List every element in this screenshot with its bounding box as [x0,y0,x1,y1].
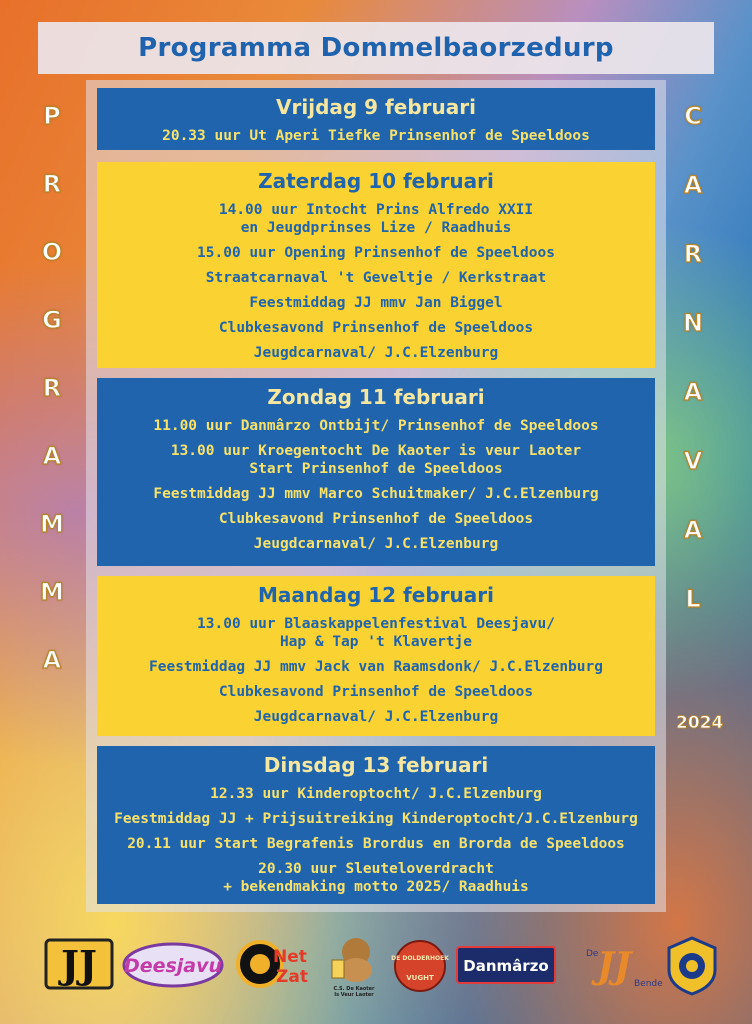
svg-text:Bende: Bende [634,979,663,989]
day-heading: Maandag 12 februari [258,583,494,607]
event-item [219,201,533,237]
event-line: Clubkesavond Prinsenhof de Speeldoos [218,320,534,336]
day-heading: Zaterdag 10 februari [258,169,494,193]
svg-text:Net: Net [273,947,307,967]
jj-logo [44,938,114,994]
vertical-letter: A [42,442,62,470]
event-line: Feestmiddag JJ + Prijsuitreiking Kinderoptocht/J.C.Elzenburg [114,811,638,827]
vertical-letter: G [42,306,62,334]
event-line: + bekendmaking motto 2025/ Raadhuis [223,879,529,895]
event-item [127,835,625,853]
event-item [197,244,555,262]
svg-text:DE DOLDERHOEK: DE DOLDERHOEK [391,955,449,962]
netzat-logo [236,936,314,996]
event-item [219,319,533,337]
event-line: Start Prinsenhof de Speeldoos [249,461,503,477]
deesjavu-logo-text: Deesjavu [123,955,223,977]
event-line: Feestmiddag JJ mmv Jan Biggel [249,295,503,311]
event-line: Straatcarnaval 't Geveltje / Kerkstraat [205,270,547,286]
event-item [219,683,533,701]
event-line: Feestmiddag JJ mmv Marco Schuitmaker/ J.C.Elzenburg [153,486,599,502]
event-line: 20.30 uur Sleuteloverdracht [258,861,494,877]
page-title: Programma Dommelbaorzedurp [138,33,614,63]
vertical-letter: O [41,238,63,266]
event-line: Feestmiddag JJ mmv Jack van Raamsdonk/ J.C.Elzenburg [149,659,603,675]
event-item [223,860,529,896]
svg-text:JJ: JJ [596,945,632,987]
event-item [149,658,603,676]
event-line: 20.11 uur Start Begrafenis Brordus en Brorda de Speeldoos [127,836,625,852]
event-line: Hap & Tap 't Klavertje [279,634,473,650]
day-heading: Vrijdag 9 februari [276,95,476,119]
vertical-letter: A [42,646,62,674]
event-item [254,344,498,362]
day-heading: Zondag 11 februari [267,385,485,409]
event-line: Jeugdcarnaval/ J.C.Elzenburg [253,536,499,552]
deesjavu-logo [122,942,224,992]
event-line: 11.00 uur Danmârzo Ontbijt/ Prinsenhof de Speeldoos [153,418,599,434]
vertical-letter: A [683,171,703,199]
event-item [114,810,638,828]
event-line: en Jeugdprinses Lize / Raadhuis [240,220,512,236]
event-line: 15.00 uur Opening Prinsenhof de Speeldoos [197,245,555,261]
day-block [97,746,655,904]
day-block [97,378,655,566]
event-line: 12.33 uur Kinderoptocht/ J.C.Elzenburg [210,786,542,802]
day-block [97,162,655,368]
event-item [254,708,498,726]
event-item [153,417,598,435]
day-block [97,576,655,736]
vertical-letter: N [683,309,704,337]
event-item [210,785,542,803]
danmarzo-logo [456,946,556,988]
vertical-letter: A [683,516,703,544]
vertical-letter: R [42,374,62,402]
dendolderhoek-logo [392,936,448,998]
event-line: 14.00 uur Intocht Prins Alfredo XXII [218,202,534,218]
svg-text:C.S. De Kaoter: C.S. De Kaoter [333,986,375,992]
vertical-text-carnaval [683,90,703,626]
vertical-letter: M [40,578,64,606]
svg-text:Zat: Zat [276,967,308,987]
event-item [171,442,581,478]
event-line: 20.33 uur Ut Aperi Tiefke Prinsenhof de Speeldoos [162,128,590,144]
sponsor-logos [0,930,752,1000]
event-item [206,269,546,287]
event-line: 13.00 uur Blaaskappelenfestival Deesjavu/ [197,616,555,632]
danmarzo-logo-text: Danmârzo [463,957,549,975]
vertical-letter: R [42,170,62,198]
vertical-letter: R [683,240,703,268]
day-block [97,88,655,150]
event-line: 13.00 uur Kroegentocht De Kaoter is veur Laoter [170,443,582,459]
event-item [153,485,598,503]
vertical-letter: A [683,378,703,406]
event-item [162,127,590,145]
event-line: Jeugdcarnaval/ J.C.Elzenburg [253,709,499,725]
event-line: Jeugdcarnaval/ J.C.Elzenburg [253,345,499,361]
event-item [254,535,498,553]
svg-text:Is Veur Laoter: Is Veur Laoter [334,992,374,998]
vertical-letter: V [683,447,703,475]
title-bar [38,22,714,74]
vertical-text-programma [40,90,64,687]
svg-text:JJ: JJ [61,942,97,987]
year-label: 2024 [676,713,724,733]
jj-bende-logo [574,936,663,998]
vertical-letter: M [40,510,64,538]
vertical-letter: P [43,102,61,130]
event-line: Clubkesavond Prinsenhof de Speeldoos [218,684,534,700]
event-item [197,615,555,651]
kaoter-logo [326,930,382,1004]
svg-text:De: De [586,949,599,959]
event-line: Clubkesavond Prinsenhof de Speeldoos [218,511,534,527]
svg-text:VUGHT: VUGHT [406,974,434,982]
event-item [249,294,502,312]
vertical-letter: C [684,102,702,130]
day-heading: Dinsdag 13 februari [263,753,489,777]
dommelbaorzedurp-badge-logo [666,936,718,1000]
vertical-letter: L [685,585,701,613]
event-item [219,510,533,528]
